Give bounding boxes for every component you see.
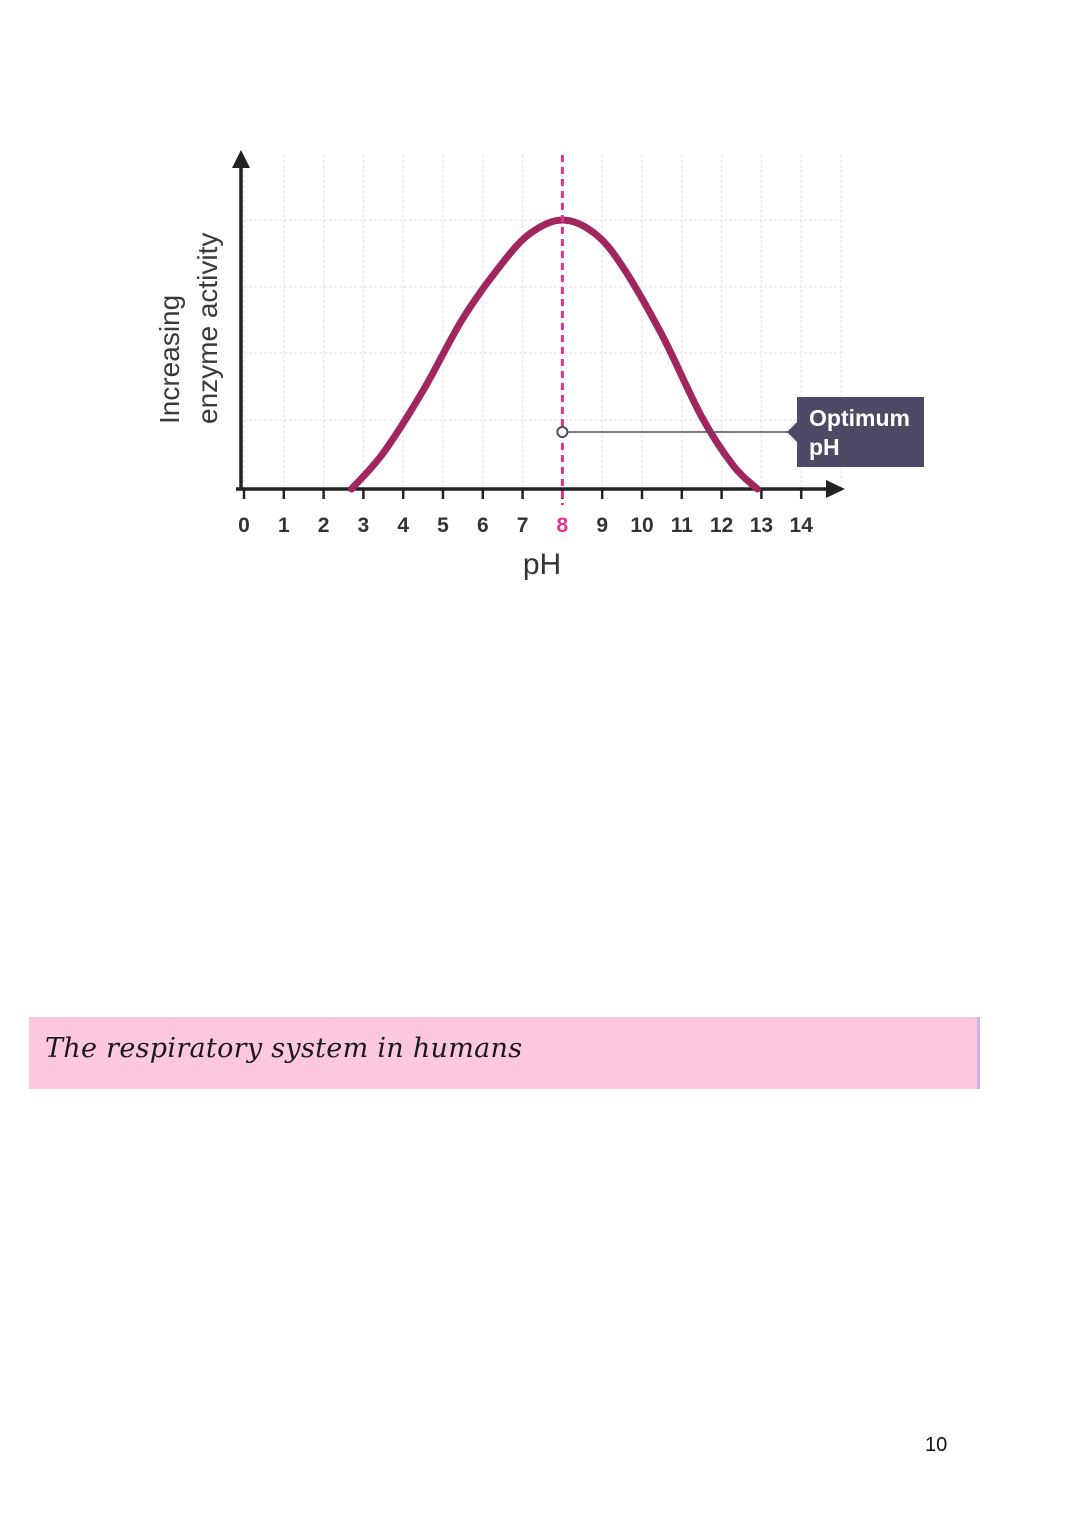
x-tick-label: 13	[749, 514, 774, 537]
x-tick-label: 14	[789, 514, 813, 537]
x-tick-label: 12	[709, 514, 734, 537]
x-tick-label: 3	[357, 514, 370, 537]
activity-curve	[351, 220, 757, 489]
x-tick-label: 8	[556, 514, 569, 537]
section-title: The respiratory system in humans	[45, 1033, 523, 1064]
x-tick-label: 1	[277, 514, 290, 537]
x-tick-label: 0	[238, 514, 250, 537]
page-number: 10	[925, 1434, 948, 1456]
x-tick-label: 6	[476, 514, 489, 537]
y-axis-label	[154, 212, 224, 424]
x-tick-label: 5	[437, 514, 449, 537]
y-axis-label-line-2: enzyme activity	[192, 232, 223, 424]
x-tick-label: 9	[596, 514, 609, 537]
x-tick-label: 2	[317, 514, 330, 537]
callout-text-line-1: Optimum	[809, 405, 910, 431]
section-header-bar	[29, 1017, 980, 1089]
x-tick-label: 7	[516, 514, 529, 537]
x-tick-label: 10	[630, 514, 654, 537]
callout-text-line-2: pH	[809, 434, 840, 460]
x-tick-label: 4	[397, 514, 410, 537]
chart-grid	[244, 155, 845, 489]
x-ticks	[238, 489, 813, 537]
x-axis-arrow	[826, 480, 845, 498]
y-axis-arrow	[232, 150, 250, 168]
callout-marker	[557, 427, 567, 437]
y-axis-label-line-1: Increasing	[154, 294, 185, 424]
x-tick-label: 11	[670, 514, 693, 537]
x-axis-label: pH	[522, 548, 562, 581]
optimum-callout	[787, 397, 924, 467]
